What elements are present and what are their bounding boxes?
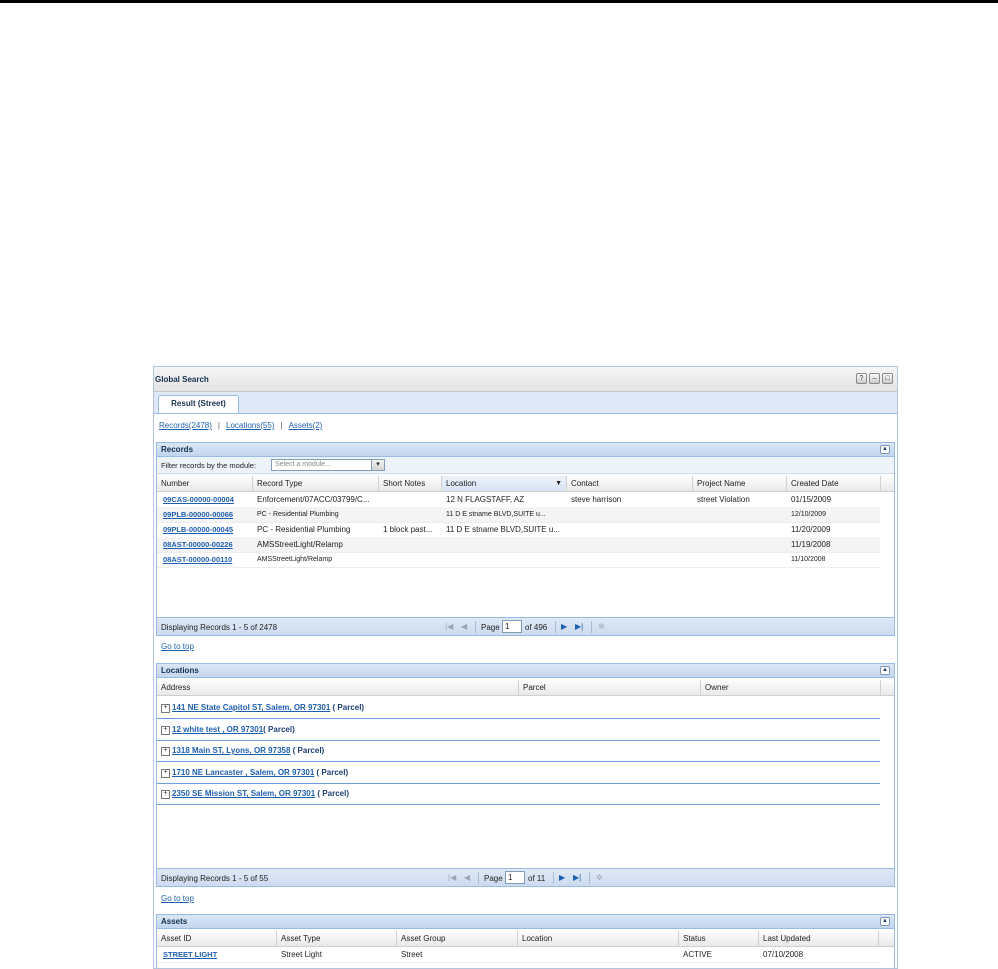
record-project: [693, 537, 787, 552]
last-page-icon[interactable]: ▶|: [573, 873, 582, 882]
location-parcel-label: ( Parcel): [290, 746, 325, 755]
next-page-icon[interactable]: ▶: [559, 873, 566, 882]
locations-section-title: Locations: [161, 666, 199, 675]
records-paging-toolbar: [156, 617, 895, 636]
prev-page-icon[interactable]: ◀: [461, 622, 468, 631]
expand-icon[interactable]: +: [161, 790, 170, 799]
record-number-link[interactable]: 09PLB-00000-00066: [163, 510, 234, 519]
page-count: of 11: [528, 874, 546, 883]
record-created: 12/10/2009: [791, 511, 827, 518]
location-address-link[interactable]: 1318 Main ST, Lyons, OR 97358: [172, 746, 291, 755]
locations-link[interactable]: Locations(55): [226, 421, 275, 430]
col-record-type[interactable]: Record Type: [253, 476, 379, 491]
col-location[interactable]: [442, 476, 567, 491]
prev-page-icon[interactable]: ◀: [464, 873, 471, 882]
list-item[interactable]: [157, 720, 880, 741]
next-page-icon[interactable]: ▶: [561, 622, 568, 631]
col-location-label: Location: [446, 479, 477, 488]
collapse-records-icon[interactable]: ▲: [880, 445, 890, 454]
record-created: 11/19/2008: [791, 540, 831, 549]
col-asset-id[interactable]: Asset ID: [157, 931, 277, 946]
record-type: AMSStreetLight/Relamp: [257, 556, 333, 563]
records-grid: [156, 457, 895, 617]
records-paging-display: Displaying Records 1 - 5 of 2478: [161, 623, 278, 632]
record-location: [442, 537, 567, 552]
panel-title: Global Search: [155, 375, 209, 384]
record-project: [693, 522, 787, 537]
assets-link[interactable]: Assets(2): [288, 421, 323, 430]
table-row[interactable]: [157, 537, 880, 553]
col-owner[interactable]: Owner: [701, 680, 881, 695]
record-created: 01/15/2009: [791, 495, 832, 504]
locations-section-header: [156, 663, 895, 678]
record-created: 11/10/2008: [791, 556, 826, 563]
location-address-link[interactable]: 141 NE State Capitol ST, Salem, OR 97301: [172, 703, 331, 712]
locations-paging-toolbar: [156, 868, 895, 887]
record-type: PC - Residential Plumbing: [257, 511, 339, 518]
record-contact: steve harrison: [571, 495, 622, 504]
record-location: 11 D E stname BLVD,SUITE u...: [446, 525, 560, 534]
col-short-notes[interactable]: Short Notes: [379, 476, 442, 491]
module-select-placeholder: Select a module...: [275, 461, 332, 468]
tab-strip: [154, 392, 897, 414]
asset-id-link[interactable]: STREET LIGHT: [163, 950, 218, 959]
table-row[interactable]: [157, 492, 880, 508]
expand-icon[interactable]: +: [161, 726, 170, 735]
col-last-updated[interactable]: Last Updated: [759, 931, 879, 946]
assets-grid: [156, 929, 895, 969]
record-location: 11 D E stname BLVD,SUITE u...: [446, 511, 546, 518]
locations-go-to-top-link[interactable]: Go to top: [161, 894, 194, 903]
asset-type: Street Light: [281, 950, 322, 959]
section-links: Records(2478) | Locations(55) | Assets(2): [159, 421, 323, 430]
expand-icon[interactable]: +: [161, 704, 170, 713]
record-project: [693, 552, 787, 567]
page-label: Page: [484, 874, 503, 883]
module-filter-label: Filter records by the module:: [161, 461, 257, 470]
global-search-panel: [153, 366, 898, 969]
list-item[interactable]: [157, 784, 880, 805]
first-page-icon[interactable]: |◀: [448, 873, 457, 882]
record-type: AMSStreetLight/Relamp: [257, 540, 343, 549]
record-notes: [379, 552, 442, 567]
locations-grid-header: [157, 680, 894, 696]
record-number-link[interactable]: 08AST-00000-00226: [163, 540, 233, 549]
refresh-icon[interactable]: ✲: [598, 622, 605, 631]
records-link[interactable]: Records(2478): [159, 421, 212, 430]
records-go-to-top-link[interactable]: Go to top: [161, 642, 194, 651]
record-number-link[interactable]: 09PLB-00000-00045: [163, 525, 234, 534]
col-address[interactable]: Address: [157, 680, 519, 695]
table-row[interactable]: [157, 552, 880, 568]
record-number-link[interactable]: 09CAS-00000-00004: [163, 495, 234, 504]
refresh-icon[interactable]: ✲: [596, 873, 603, 882]
location-address-link[interactable]: 2350 SE Mission ST, Salem, OR 97301: [172, 789, 316, 798]
col-status[interactable]: Status: [679, 931, 759, 946]
list-item[interactable]: [157, 763, 880, 784]
record-number-link[interactable]: 08AST-00000-00110: [163, 555, 233, 564]
record-project: street Violation: [697, 495, 750, 504]
assets-section-title: Assets: [161, 917, 188, 926]
table-row[interactable]: [157, 522, 880, 538]
expand-icon[interactable]: +: [161, 747, 170, 756]
locations-paging-display: Displaying Records 1 - 5 of 55: [161, 874, 269, 883]
col-number[interactable]: Number: [157, 476, 253, 491]
col-created-date[interactable]: Created Date: [787, 476, 881, 491]
panel-titlebar: [154, 367, 897, 392]
location-parcel-label: ( Parcel): [315, 789, 349, 798]
record-contact: [567, 522, 693, 537]
record-contact: [567, 507, 693, 522]
page-count: of 496: [525, 623, 548, 632]
records-grid-header: [157, 476, 894, 492]
asset-status: ACTIVE: [683, 950, 712, 959]
location-parcel-label: ( Parcel): [330, 703, 365, 712]
asset-last-updated: 07/10/2008: [763, 950, 804, 959]
record-notes: [379, 507, 442, 522]
tab-result-street[interactable]: Result (Street): [158, 395, 239, 413]
record-type: PC - Residential Plumbing: [257, 525, 351, 534]
col-project-name[interactable]: Project Name: [693, 476, 787, 491]
record-project: [693, 507, 787, 522]
record-location: 12 N FLAGSTAFF, AZ: [446, 495, 525, 504]
maximize-icon[interactable]: □: [882, 373, 893, 384]
module-select[interactable]: [271, 459, 385, 471]
collapse-locations-icon[interactable]: ▲: [880, 666, 890, 675]
col-asset-type[interactable]: Asset Type: [277, 931, 397, 946]
record-contact: [567, 552, 693, 567]
locations-grid: [156, 678, 895, 868]
location-address-link[interactable]: 1710 NE Lancaster , Salem, OR 97301: [172, 768, 315, 777]
expand-icon[interactable]: +: [161, 769, 170, 778]
location-parcel-label: ( Parcel): [263, 725, 295, 734]
asset-group: Street: [401, 950, 423, 959]
first-page-icon[interactable]: |◀: [445, 622, 454, 631]
record-created: 11/20/2009: [791, 525, 831, 534]
last-page-icon[interactable]: ▶|: [575, 622, 584, 631]
asset-location: [518, 947, 679, 962]
table-row[interactable]: [157, 947, 880, 963]
record-location: [442, 552, 567, 567]
col-contact[interactable]: Contact: [567, 476, 693, 491]
sort-dropdown-icon[interactable]: ▼: [555, 480, 562, 487]
chevron-down-icon[interactable]: ▾: [371, 460, 384, 470]
records-section-header: [156, 442, 895, 457]
table-row[interactable]: [157, 507, 880, 523]
record-type: Enforcement/07ACC/03799/C...: [257, 495, 370, 504]
list-item[interactable]: [157, 698, 880, 719]
record-notes: [379, 537, 442, 552]
record-contact: [567, 537, 693, 552]
page-input[interactable]: 1: [505, 871, 525, 884]
location-parcel-label: ( Parcel): [314, 768, 349, 777]
record-notes: 1 block past...: [383, 525, 433, 534]
page-input[interactable]: 1: [502, 620, 522, 633]
records-section-title: Records: [161, 445, 194, 454]
collapse-assets-icon[interactable]: ▲: [880, 917, 890, 926]
col-asset-group[interactable]: Asset Group: [397, 931, 518, 946]
record-notes: [379, 492, 442, 507]
help-icon[interactable]: ?: [856, 373, 867, 384]
top-border-line: [0, 0, 998, 3]
minimize-icon[interactable]: –: [869, 373, 880, 384]
col-parcel[interactable]: Parcel: [519, 680, 701, 695]
assets-grid-header: [157, 931, 894, 947]
col-asset-location[interactable]: Location: [518, 931, 679, 946]
page-label: Page: [481, 623, 500, 632]
list-item[interactable]: [157, 741, 880, 762]
module-filter-bar: [157, 457, 894, 474]
assets-section-header: [156, 914, 895, 929]
location-address-link[interactable]: 12 white test , OR 97301: [172, 725, 264, 734]
